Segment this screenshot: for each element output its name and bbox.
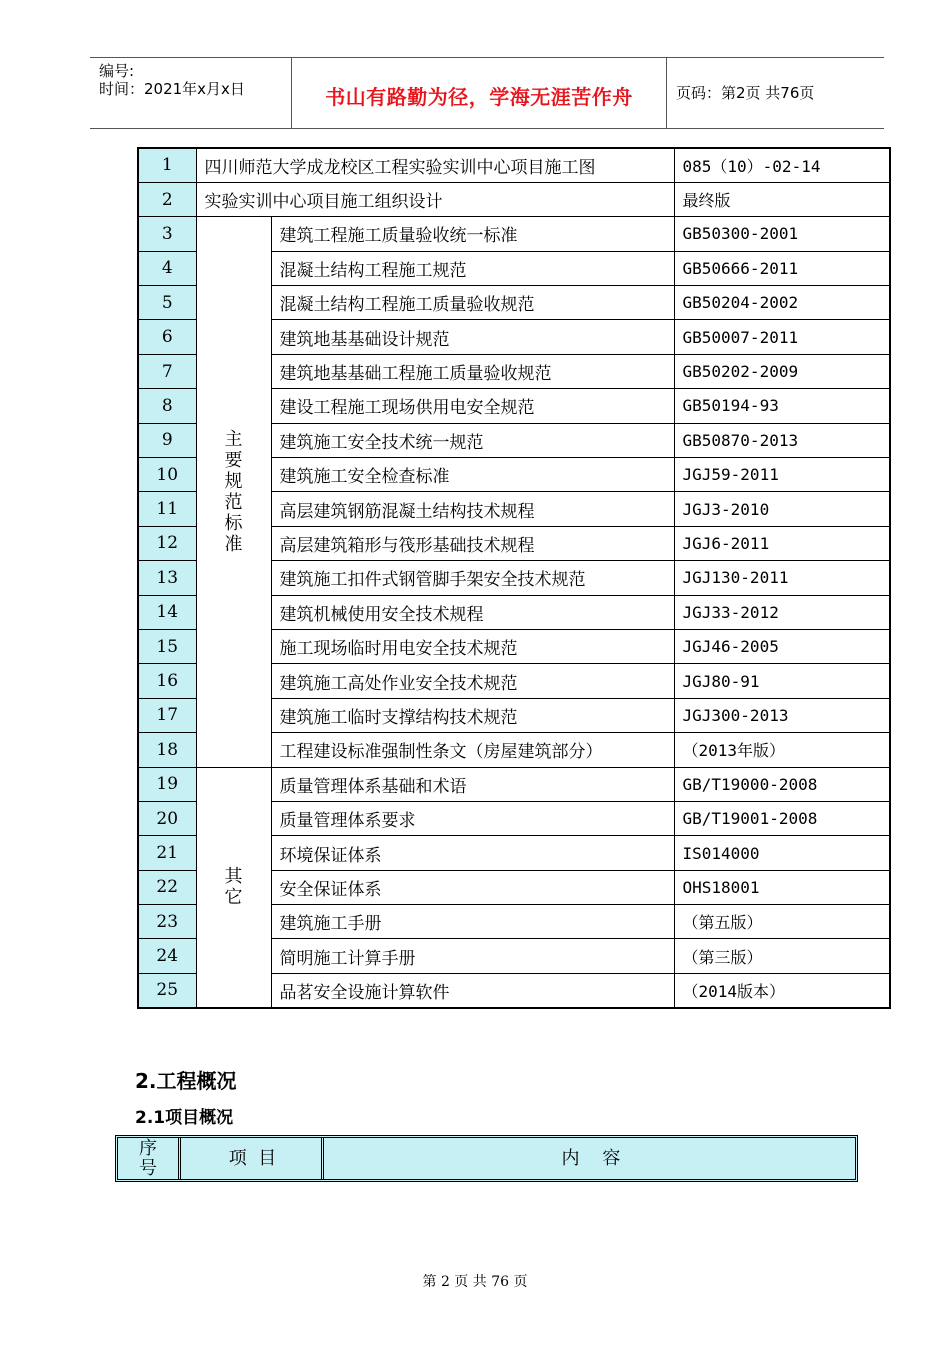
time-label: 时间：2021年x月x日 <box>99 80 245 98</box>
standard-name: 工程建设标准强制性条文（房屋建筑部分） <box>271 733 674 767</box>
row-number: 24 <box>138 939 196 973</box>
section-heading: 2.工程概况 <box>135 1069 237 1093</box>
standard-name: 品茗安全设施计算软件 <box>271 973 674 1007</box>
row-number: 15 <box>138 629 196 663</box>
row-number: 25 <box>138 973 196 1007</box>
standard-name: 高层建筑箱形与筏形基础技术规程 <box>271 526 674 560</box>
category-cell-main: 主 要 规 范 标 准 <box>196 217 271 767</box>
row-number: 12 <box>138 526 196 560</box>
standard-code: GB/T19001-2008 <box>674 801 890 835</box>
standard-name: 建筑施工临时支撑结构技术规范 <box>271 698 674 732</box>
row-number: 11 <box>138 492 196 526</box>
standard-name: 建筑施工高处作业安全技术规范 <box>271 664 674 698</box>
row-number: 13 <box>138 561 196 595</box>
row-number: 21 <box>138 836 196 870</box>
row-number: 10 <box>138 458 196 492</box>
table-row <box>138 182 890 216</box>
row-number: 23 <box>138 905 196 939</box>
standard-code: GB50204-2002 <box>674 286 890 320</box>
standard-code: OHS18001 <box>674 870 890 904</box>
standard-name: 四川师范大学成龙校区工程实验实训中心项目施工图 <box>196 148 674 182</box>
row-number: 14 <box>138 595 196 629</box>
standard-name: 混凝土结构工程施工规范 <box>271 251 674 285</box>
standard-name: 质量管理体系要求 <box>271 801 674 835</box>
standard-code: JGJ33-2012 <box>674 595 890 629</box>
standard-name: 质量管理体系基础和术语 <box>271 767 674 801</box>
motto: 书山有路勤为径，学海无涯苦作舟 <box>325 85 633 109</box>
row-number: 9 <box>138 423 196 457</box>
row-number: 22 <box>138 870 196 904</box>
row-number: 5 <box>138 286 196 320</box>
row-number: 7 <box>138 354 196 388</box>
standard-code: （2013年版） <box>674 733 890 767</box>
standard-name: 建筑地基基础设计规范 <box>271 320 674 354</box>
standard-name: 建筑施工安全检查标准 <box>271 458 674 492</box>
table-row <box>138 217 890 251</box>
standard-name: 建筑机械使用安全技术规程 <box>271 595 674 629</box>
standard-name: 建筑工程施工质量验收统一标准 <box>271 217 674 251</box>
row-number: 6 <box>138 320 196 354</box>
standard-code: GB50666-2011 <box>674 251 890 285</box>
table-row <box>138 148 890 182</box>
page-footer: 第 2 页 共 76 页 <box>422 1274 528 1290</box>
standard-code: 最终版 <box>674 182 890 216</box>
standard-name: 建筑施工扣件式钢管脚手架安全技术规范 <box>271 561 674 595</box>
subsection-heading: 2.1项目概况 <box>135 1108 234 1128</box>
standard-name: 建筑施工手册 <box>271 905 674 939</box>
standard-code: JGJ80-91 <box>674 664 890 698</box>
standard-code: GB50300-2001 <box>674 217 890 251</box>
standard-code: IS014000 <box>674 836 890 870</box>
standard-name: 安全保证体系 <box>271 870 674 904</box>
standard-code: GB/T19000-2008 <box>674 767 890 801</box>
row-number: 4 <box>138 251 196 285</box>
standard-name: 简明施工计算手册 <box>271 939 674 973</box>
header-meta <box>90 58 292 128</box>
standard-name: 环境保证体系 <box>271 836 674 870</box>
standard-code: GB50007-2011 <box>674 320 890 354</box>
col-item-header: 项 目 <box>184 1138 324 1179</box>
standard-code: GB50202-2009 <box>674 354 890 388</box>
standard-code: GB50194-93 <box>674 389 890 423</box>
standard-code: JGJ6-2011 <box>674 526 890 560</box>
col-serial-header: 序 号 <box>118 1138 181 1179</box>
standard-name: 施工现场临时用电安全技术规范 <box>271 629 674 663</box>
row-number: 3 <box>138 217 196 251</box>
standard-code: 085（10）-02-14 <box>674 148 890 182</box>
row-number: 17 <box>138 698 196 732</box>
standard-code: GB50870-2013 <box>674 423 890 457</box>
col-content-header: 内 容 <box>561 1148 621 1169</box>
standard-code: （2014版本） <box>674 973 890 1007</box>
standard-code: JGJ3-2010 <box>674 492 890 526</box>
row-number: 2 <box>138 182 196 216</box>
code-label: 编号: <box>99 62 135 80</box>
table-row <box>138 767 890 801</box>
standard-name: 高层建筑钢筋混凝土结构技术规程 <box>271 492 674 526</box>
row-number: 16 <box>138 664 196 698</box>
row-number: 19 <box>138 767 196 801</box>
standard-name: 混凝土结构工程施工质量验收规范 <box>271 286 674 320</box>
standard-code: JGJ300-2013 <box>674 698 890 732</box>
row-number: 1 <box>138 148 196 182</box>
row-number: 18 <box>138 733 196 767</box>
standard-code: （第三版） <box>674 939 890 973</box>
standard-code: （第五版） <box>674 905 890 939</box>
standards-table <box>137 147 891 1009</box>
page-header <box>90 57 884 129</box>
row-number: 8 <box>138 389 196 423</box>
standard-code: JGJ46-2005 <box>674 629 890 663</box>
row-number: 20 <box>138 801 196 835</box>
page-info: 页码：第2页 共76页 <box>676 84 815 102</box>
standard-code: JGJ130-2011 <box>674 561 890 595</box>
standard-name: 实验实训中心项目施工组织设计 <box>196 182 674 216</box>
overview-table-header <box>115 1135 858 1182</box>
standard-name: 建筑施工安全技术统一规范 <box>271 423 674 457</box>
category-cell-other: 其 它 <box>196 767 271 1008</box>
header-motto-cell <box>292 58 667 128</box>
standard-name: 建设工程施工现场供用电安全规范 <box>271 389 674 423</box>
standard-code: JGJ59-2011 <box>674 458 890 492</box>
standard-name: 建筑地基基础工程施工质量验收规范 <box>271 354 674 388</box>
